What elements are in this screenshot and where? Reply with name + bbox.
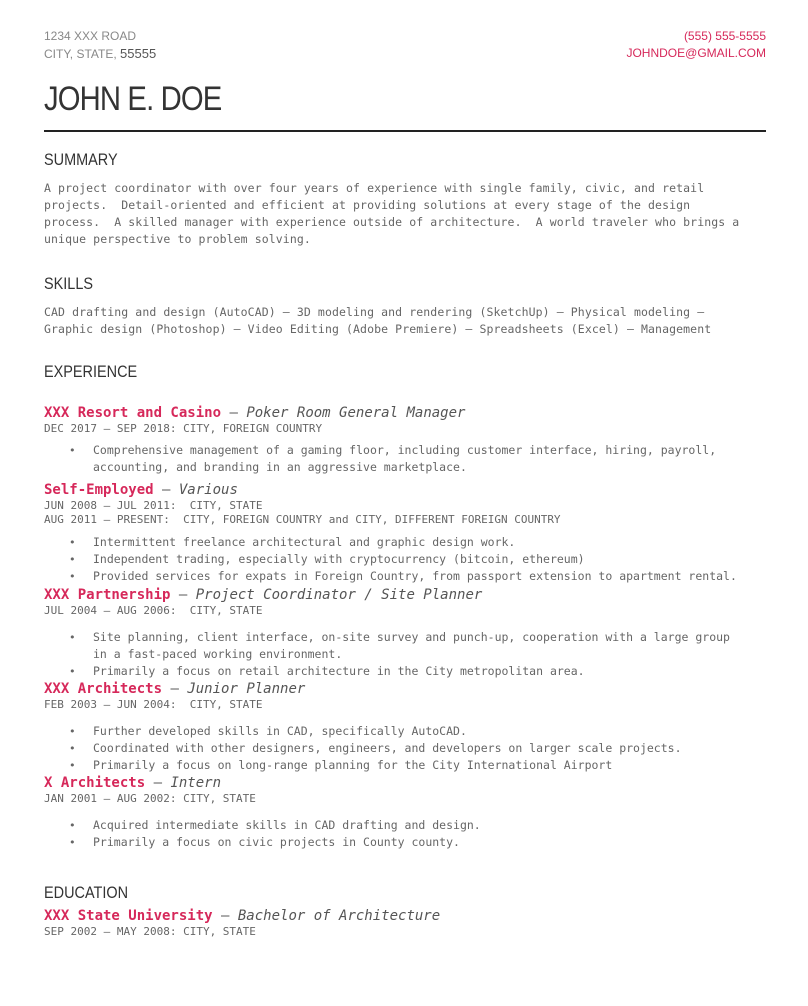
candidate-name: JOHN E. DOE [44,80,222,118]
job-role: Various [178,482,238,498]
job-role: Poker Room General Manager [246,405,466,421]
job-dates: AUG 2011 – PRESENT: CITY, FOREIGN COUNTRY and CITY, DIFFERENT FOREIGN COUNTRY [44,513,561,526]
job-bullets [44,534,768,585]
experience-entry [44,404,768,476]
title-separator: — [153,482,179,498]
bullet-item: • Acquired intermediate skills in CAD drafting and design. [44,817,768,834]
title-separator: — [170,587,196,603]
bullet-item: • Primarily a focus on long-range planning for the City International Airport [44,757,768,774]
bullet-item: • Comprehensive management of a gaming floor, including customer interface, hiring, payroll, accounting, and branding in an aggressive marketplace. [44,442,768,476]
bullet-item: • Coordinated with other designers, engineers, and developers on larger scale projects. [44,740,768,757]
skills-heading: SKILLS [44,274,94,293]
bullet-item: • Further developed skills in CAD, specifically AutoCAD. [44,723,768,740]
experience-entry [44,774,768,851]
experience-entry [44,680,768,774]
job-dates: JAN 2001 – AUG 2002: CITY, STATE [44,792,256,805]
skills-text: CAD drafting and design (AutoCAD) – 3D modeling and rendering (SketchUp) – Physical modeling – Graphic design (Photoshop) – Video Editing (Adobe Premiere) – Spreadsheets (Excel) – Management [44,305,712,336]
job-role: Intern [170,775,222,791]
company-name: XXX Partnership [44,587,171,603]
experience-heading: EXPERIENCE [44,362,138,381]
contact-info [626,28,766,62]
job-title-line [44,586,768,604]
job-dates: JUN 2008 – JUL 2011: CITY, STATE [44,499,263,512]
address-zip: 55555 [120,46,157,61]
job-title-line [44,680,768,698]
bullet-item: • Provided services for expats in Foreign Country, from passport extension to apartment rental. [44,568,768,585]
company-name: X Architects [44,775,146,791]
job-bullets [44,629,768,680]
bullet-item: • Intermittent freelance architectural and graphic design work. [44,534,768,551]
job-title-line [44,481,768,499]
address-line-1: 1234 XXX ROAD [44,29,137,43]
title-separator: — [221,405,247,421]
bullet-item: • Primarily a focus on civic projects in County county. [44,834,768,851]
bullet-item: • Independent trading, especially with cryptocurrency (bitcoin, ethereum) [44,551,768,568]
job-bullets [44,817,768,851]
experience-entry [44,586,768,680]
company-name: XXX Resort and Casino [44,405,222,421]
email-link[interactable]: JOHNDOE@GMAIL.COM [626,46,766,60]
education-heading: EDUCATION [44,883,129,902]
education-dates: SEP 2002 – MAY 2008: CITY, STATE [44,925,256,938]
summary-heading: SUMMARY [44,150,118,169]
title-separator: — [145,775,171,791]
job-dates: FEB 2003 – JUN 2004: CITY, STATE [44,698,263,711]
job-dates: DEC 2017 – SEP 2018: CITY, FOREIGN COUNTRY [44,422,323,435]
company-name: XXX Architects [44,681,163,697]
degree-name: Bachelor of Architecture [237,908,441,924]
education-title-line [44,907,768,925]
resume-header [44,28,766,132]
job-bullets [44,723,768,774]
phone-number[interactable]: (555) 555-5555 [683,29,766,43]
address-city-state: CITY, STATE, [44,47,117,61]
job-bullets [44,442,768,476]
job-role: Project Coordinator / Site Planner [195,587,483,603]
header-divider [44,130,766,132]
bullet-item: • Primarily a focus on retail architecture in the City metropolitan area. [44,663,768,680]
title-separator: — [212,908,238,924]
title-separator: — [162,681,188,697]
experience-entry [44,481,768,585]
job-role: Junior Planner [187,681,306,697]
summary-text: A project coordinator with over four years of experience with single family, civic, and retail projects. Detail-oriented and efficient at providing solutions at every stage of the design process. A skilled manager with experience outside of architecture. A world traveler who brings a unique perspective to problem solving. [44,181,740,246]
bullet-item: • Site planning, client interface, on-site survey and punch-up, cooperation with a large group in a fast-paced working environment. [44,629,768,663]
job-title-line [44,774,768,792]
company-name: Self-Employed [44,482,154,498]
school-name: XXX State University [44,908,213,924]
job-dates: JUL 2004 – AUG 2006: CITY, STATE [44,604,263,617]
job-title-line [44,404,768,422]
education-entry [44,907,768,939]
